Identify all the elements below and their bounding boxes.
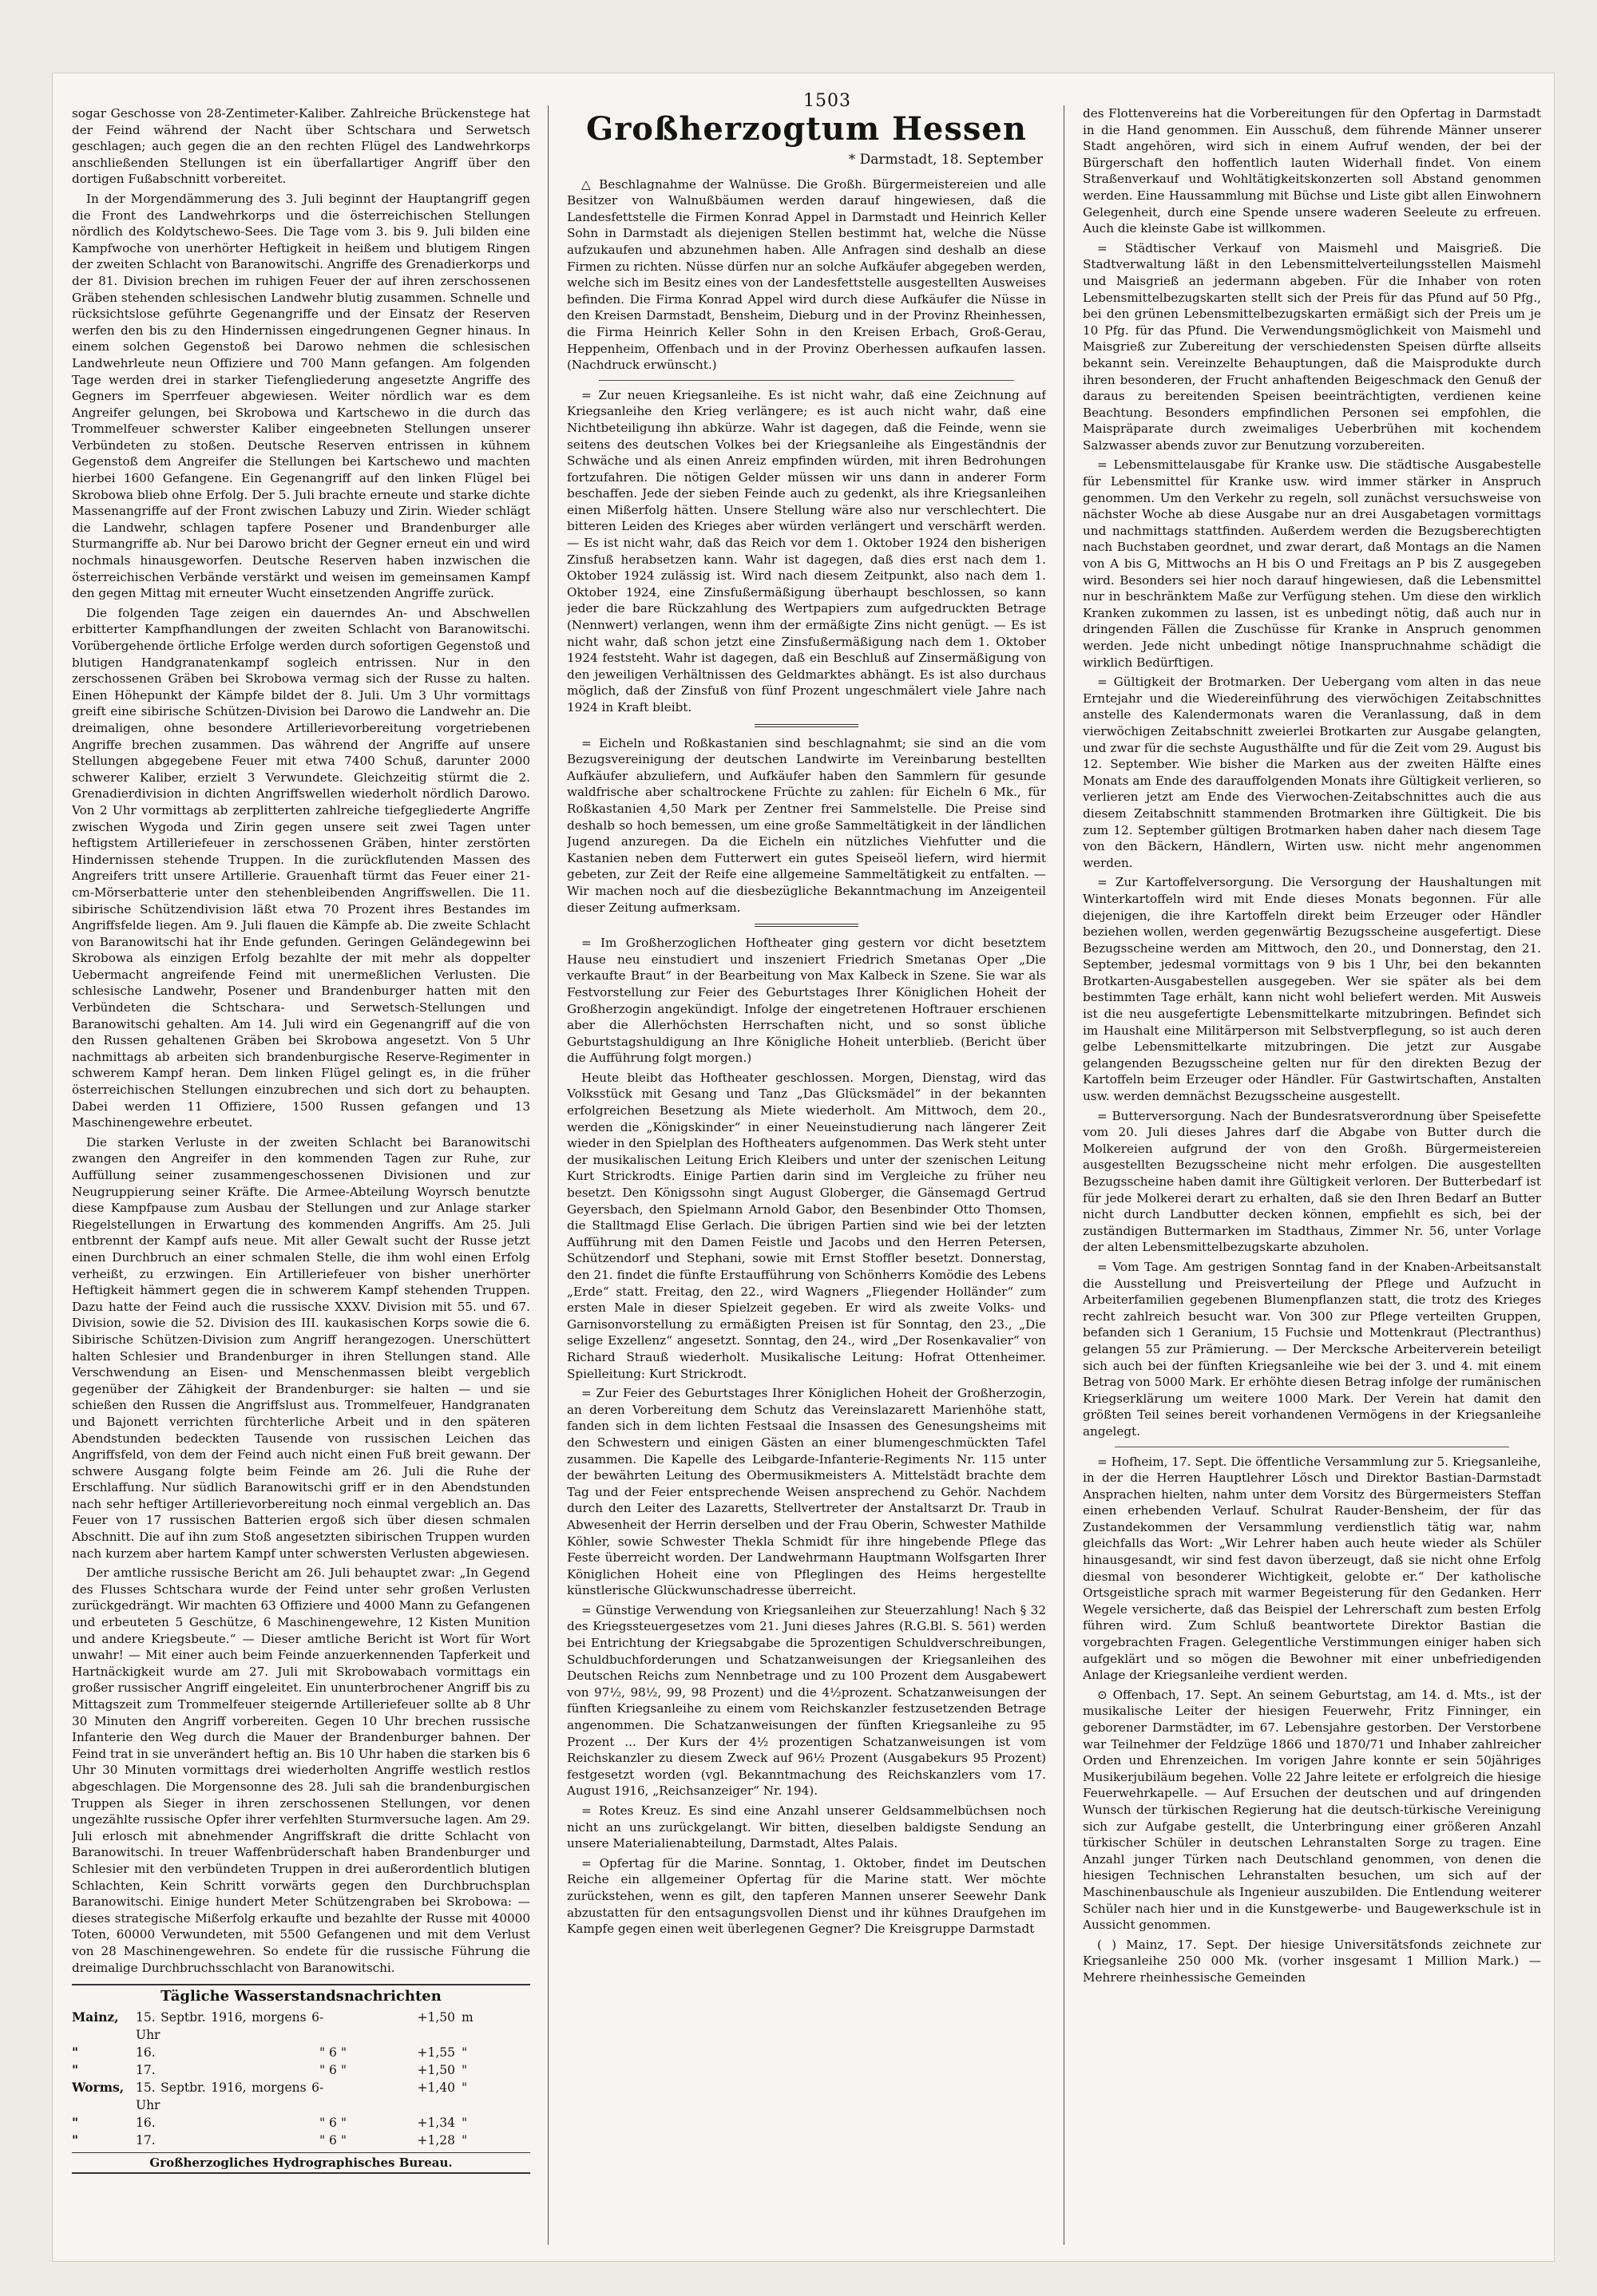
dash: " 6 " [319,2132,347,2148]
article-paragraph: Die starken Verluste in der zweiten Schlacht bei Baranowitschi zwangen den Angreifer in den kommenden Tagen zur Ruhe, zur Auffüllung seiner zusammengeschossenen Divisionen und zur Neugruppierung seiner Kräfte. Die Armee-Abteilung Woyrsch benutzte diese Kampfpause zum Ausbau der Stellungen und zur Anlage starker Riegelstellungen in Erwartung des kommenden Angriffs. Am 25. Juli entbrennt der Kampf aufs neue. Mit aller Gewalt sucht der Russe jetzt einen Durchbruch an einer schmalen Stelle, die ihm wohl einen Erfolg verheißt, zu erzwingen. Ein Artilleriefeuer von bisher unerhörter Heftigkeit hämmert gegen die in schwerem Kampf stehenden Truppen. Dazu hatte der Feind auch die russische XXXV. Division mit 55. und 67. Division, sowie die 52. Division des III. kaukasischen Korps sowie die 6. Sibirische Schützen-Division zum Angriff herangezogen. Unerschüttert halten Schlesier und Brandenburger in ihren Stellungen stand. Alle Verschwendung an Eisen- und Menschenmassen bleibt vergeblich gegenüber der Zähigkeit der Brandenburger: sie halten — und sie schießen den Russen die Angriffslust aus. Trommelfeuer, Handgranaten und Bajonett verrichten fürchterliche Arbeit und in den späteren Abendstunden bedeckten Tausende von russischen Leichen das Angriffsfeld, von dem der Feind auch nicht einen Fuß breit gewann. Der schwere Ausgang folgte beim Feinde am 26. Juli die Ruhe der Erschlaffung. Nur südlich Baranowitschi griff er in den Abendstunden nach sehr heftiger Artillerievorbereitung noch einmal vergeblich an. Das Feuer von 17 russischen Batterien ergoß sich über diesen schmalen Abschnitt. Die auf ihn zum Stoß angesetzten sibirischen Truppen wurden nach kurzem aber hartem Kampf unter schwersten Verlusten abgewiesen. [72,1134,530,1561]
column-right [1083,105,1541,2253]
section-title: Großherzogtum Hessen [586,110,1027,148]
article-paragraph: des Flottenvereins hat die Vorbereitungen für den Opfertag in Darmstadt in die Hand genommen. Ein Ausschuß, dem führende Männer unserer Stadt angehören, wird sich in einem Aufruf wenden, der bei der Bürgerschaft den hoffentlich lauten Widerhall findet. Von einem Straßenverkauf und Wohltätigkeitskonzerten soll Abstand genommen werden. Eine Haussammlung mit Büchse und Liste gibt allen Einwohnern Gelegenheit, durch eine Spende unsere waderen Seeleute zu erfreuen. Auch die kleinste Gabe ist willkommen. [1083,106,1541,236]
date: 16. [136,2115,156,2130]
article-paragraph: ( ) Mainz, 17. Sept. Der hiesige Universitätsfonds zeichnete zur Kriegsanleihe 250 000 Mk. (vorher insgesamt 1 Million Mark.) — Mehrere rheinhessische Gemeinden [1083,1937,1541,1985]
article-paragraph: = Zur neuen Kriegsanleihe. Es ist nicht wahr, daß eine Zeichnung auf Kriegsanleihe den Krieg verlängere; es ist auch nicht wahr, daß eine Nichtbeteiligung ihn abkürze. Wahr ist dagegen, daß die Feinde, wenn sie seitens des deutschen Volkes bei der Kriegsanleihe als Eingeständnis der Schwäche und als einen Anreiz empfinden würden, mit ihren Bedrohungen fortzufahren. Die nötigen Gelder müssen wir uns dann in anderer Form beschaffen. Jede der sieben Feinde auch zu gedenkt, als ihre Kriegsanleihen einen Mißerfolg hätten. Unsere Stellung wäre also nur verschlechtert. Die bitteren Leiden des Krieges aber würden verlängert und verschärft werden. — Es ist nicht wahr, daß das Reich vor dem 1. Oktober 1924 den bisherigen Zinsfuß herabsetzen kann. Wahr ist dagegen, daß dies erst nach dem 1. Oktober 1924 zulässig ist. Wird nach diesem Zeitpunkt, also nach dem 1. Oktober 1924, eine Zinsfußermäßigung überhaupt beschlossen, so kann jeder die bare Rückzahlung des Wertpapiers zum aufgedruckten Betrage (Nennwert) verlangen, wenn ihm der ermäßigte Zins nicht genügt. — Es ist nicht wahr, daß schon jetzt eine Zinsfußermäßigung nach dem 1. Oktober 1924 feststeht. Wahr ist dagegen, daß ein Beschluß auf Zinsermäßigung von den jeweiligen Verhältnissen des Geldmarktes abhängt. Es ist also durchaus möglich, daß der Zinsfuß von fünf Prozent ungeschmälert viele Jahre nach 1924 in Kraft bleibt. [567,387,1046,715]
article-paragraph: = Im Großherzoglichen Hoftheater ging gestern vor dicht besetztem Hause neu einstudiert und inszeniert Friedrich Smetanas Oper „Die verkaufte Braut“ in der Bearbeitung von Max Kalbeck in Szene. Sie war als Festvorstellung zur Feier des Geburtstages Ihrer Königlichen Hoheit der Großherzogin angekündigt. Infolge der eingetretenen Hoftrauer erschienen aber die Allerhöchsten Herrschaften nicht, und so sonst übliche Geburtstagshuldigung an Ihre Königliche Hoheit unterblieb. (Bericht über die Aufführung folgt morgen.) [567,936,1046,1066]
dash: " 6 " [319,2062,347,2077]
unit: " [462,2115,468,2130]
unit: m [462,2009,474,2025]
level: +1,55 [417,2045,455,2060]
article-paragraph: Heute bleibt das Hoftheater geschlossen. Morgen, Dienstag, wird das Volksstück mit Gesang und Tanz „Das Glücksmädel“ in der bekannten erfolgreichen Besetzung als Miete wiederholt. Am Mittwoch, dem 20., werden die „Königskinder“ in einer Neueinstudierung nach längerer Zeit wieder in den Spielplan des Hoftheaters aufgenommen. Das Werk steht unter der musikalischen Leitung Erich Kleibers und unter der szenischen Leitung Kurt Strickrodts. Einige Partien darin sind im Vergleiche zu früher neu besetzt. Den Königssohn singt August Globerger, die Gänsemagd Gertrud Geyersbach, den Spielmann Arnold Gabor, den Besenbinder Otto Thomsen, die Stalltmagd Elise Gerlach. Die übrigen Partien sind wie bei der letzten Aufführung mit den Damen Feistle und Jacobs und den Herren Petersen, Schützendorf und Stephani, sowie mit Ernst Stoffler besetzt. Donnerstag, den 21. findet die fünfte Erstaufführung von Schönherrs Komödie des Lebens „Erde“ statt. Freitag, den 22., wird Wagners „Fliegender Holländer“ zum ersten Male in dieser Spielzeit gegeben. Er wird als zweite Volks- und Garnisonvorstellung zu ermäßigten Preisen ist für Sonntag, den 23., „Die selige Exzellenz“ angesetzt. Sonntag, den 24., wird „Der Rosenkavalier“ von Richard Strauß wiederholt. Musikalische Leitung: Hofrat Ottenheimer. Spielleitung: Kurt Strickrodt. [567,1070,1046,1381]
article-paragraph: = Gültigkeit der Brotmarken. Der Uebergang vom alten in das neue Erntejahr und die Wiedereinführung des vierwöchigen Zeitabschnittes anstelle des Kalendermonats waren die Veranlassung, daß in dem vierwöchigen Zeitabschnitt zweierlei Brotkarten zur Ausgabe gelangten, und zwar für die sechste Augusthälfte und für die Zeit vom 29. August bis 12. September. Wie bisher die Marken aus der zweiten Hälfte eines Monats am Ende des darauffolgenden Monats ihre Gültigkeit verlieren, so verlieren jetzt am Ende des Vierwochen-Zeitabschnittes auch die aus diesem Zeitabschnitt stammenden Brotmarken ihre Gültigkeit. Die bis zum 12. September gültigen Brotmarken haben daher nach diesem Tage von den Bäckern, Händlern, Wirten usw. nicht mehr angenommen werden. [1083,675,1541,870]
unit: " [462,2062,468,2077]
date: 17. [136,2062,156,2077]
water-level-source: Großherzogliches Hydrographisches Bureau. [72,2152,530,2175]
article-paragraph: sogar Geschosse von 28-Zentimeter-Kaliber. Zahlreiche Brückenstege hat der Feind während der Nacht über Schtschara und Serwetsch geschlagen; auch gegen die an den rechten Flügel des Landwehrkorps anschließenden Stellungen ist ein überfallartiger Angriff über den dortigen Fußabschnitt vorbereitet. [72,106,530,187]
article-paragraph: Die folgenden Tage zeigen ein dauerndes An- und Abschwellen erbitterter Kampfhandlungen der zweiten Schlacht von Baranowitschi. Vorübergehende örtliche Erfolge werden durch sofortigen Gegenstoß und blutigen Handgranatenkampf sogleich entrissen. Nur in den zerschossenen Gräben bei Skrobowa vermag sich der Russe zu halten. Einen Höhepunkt der Kämpfe bildet der 8. Juli. Um 3 Uhr vormittags greift eine sibirische Schützen-Division bei Darowo die Landwehr an. Die dreimaligen, ohne besondere Artillerievorbereitung vorgetriebenen Angriffe brechen zusammen. Das während der Angriffe auf unsere Stellungen abgegebene Feuer mit etwa 7400 Schuß, darunter 2000 schwerer Kaliber, erzielt 3 Verwundete. Gleichzeitig stürmt die 2. Grenadierdivision in dichten Angriffswellen wiederholt nördlich Darowo. Von 2 Uhr vormittags ab zerplitterten zahlreiche tiefgegliederte Angriffe zwischen Wygoda und Zirin gegen unsere seit zwei Tagen unter heftigstem Artilleriefeuer in zerschossenen Gräben, hinter zerstörten Hindernissen stehende Truppen. In die zurückflutenden Massen des Angreifers tritt unsere Artillerie. Grauenhaft türmt das Feuer einer 21-cm-Mörserbatterie unter den stehenbleibenden Angriffswellen. Die 11. sibirische Schützendivision läßt etwa 70 Prozent ihres Bestandes im Angriffsfelde liegen. Am 9. Juli flauen die Kämpfe ab. Die zweite Schlacht von Baranowitschi hat ihr Ende gefunden. Geringen Geländegewinn bei Skrobowa als einzigen Erfolg bezahlte der mit mehr als doppelter Uebermacht angreifende Feind mit unermeßlichen Verlusten. Die schlesische Landwehr, Posener und Brandenburger hatten mit den Verbündeten die Schtschara- und Serwetsch-Stellungen und Baranowitschi gehalten. Am 14. Juli wird ein Gegenangriff auf die von den Russen gehaltenen Gräben bei Skrobowa angesetzt. Von 5 Uhr nachmittags ab arbeiten sich brandenburgische Reserve-Regimenter in schwerem Kampf heran. Dem linken Flügel gelingt es, in die früher österreichischen Stellungen einzubrechen und sich dort zu behaupten. Dabei werden 11 Offiziere, 1500 Russen gefangen und 13 Maschinengewehre erbeutet. [72,605,530,1130]
page-number: 1503 [803,91,851,111]
place: " [72,2114,79,2130]
level: +1,34 [417,2115,455,2130]
article-paragraph: = Günstige Verwendung von Kriegsanleihen zur Steuerzahlung! Nach § 32 des Kriegssteuergesetzes vom 21. Juni dieses Jahres (R.G.Bl. S. 561) werden bei Entrichtung der Kriegsabgabe die 5prozentigen Schuldverschreibungen, Schuldbuchforderungen und Schatzanweisungen der Kriegsanleihen des Deutschen Reichs zum Nennbetrage und zu 100 Prozent dem Ausgabewert von 97½, 98½, 99, 98 Prozent) und die 4½prozent. Schatzanweisungen der fünften Kriegsanleihe zu einem vom Reichskanzler festzusetzenden Betrage angenommen. Die Schatzanweisungen der fünften Kriegsanleihe zu 95 Prozent ... Der Kurs der 4½ prozentigen Schatzanweisungen ist vom Reichskanzler zu diesem Zweck auf 96½ Prozent (Ausgabekurs 95 Prozent) festgesetzt worden (vgl. Bekanntmachung des Reichskanzlers vom 17. August 1916, „Reichsanzeiger“ Nr. 194). [567,1602,1046,1799]
level: +1,50 [417,2062,455,2077]
dash: " 6 " [319,2115,347,2130]
place: " [72,2132,79,2148]
article-paragraph: △ Beschlagnahme der Walnüsse. Die Großh. Bürgermeistereien und alle Besitzer von Walnußbäumen werden darauf hingewiesen, daß die Landesfettstelle die Firmen Konrad Appel in Darmstadt und Heinrich Keller Sohn in Darmstadt als diejenigen Stellen bestimmt hat, welche die Nüsse aufzukaufen und abzunehmen haben. Alle Anfragen sind deshalb an diese Firmen zu richten. Nüsse dürfen nur an solche Aufkäufer abgegeben werden, welche sich im Besitz eines von der Landesfettstelle ausgestellten Ausweises befinden. Die Firma Konrad Appel wird durch diese Aufkäufer die Nüsse in den Kreisen Darmstadt, Bensheim, Dieburg und in der Provinz Rheinhessen, die Firma Heinrich Keller Sohn in den Kreisen Erbach, Groß-Gerau, Heppenheim, Offenbach und in der Provinz Oberhessen aufkaufen lassen. (Nachdruck erwünscht.) [567,176,1046,373]
dash: " 6 " [319,2045,347,2060]
water-level-row [72,2009,530,2044]
water-level-table [72,1984,530,2174]
article-paragraph: = Rotes Kreuz. Es sind eine Anzahl unserer Geldsammelbüchsen noch nicht an uns zurückgelangt. Wir bitten, dieselben baldigste Sendung an unsere Materialienabteilung, Darmstadt, Altes Palais. [567,1803,1046,1851]
column-rule [548,105,549,2245]
water-level-row [72,2079,530,2114]
article-paragraph: Der amtliche russische Bericht am 26. Juli behauptet zwar: „In Gegend des Flusses Schtschara wurde der Feind unter sehr großen Verlusten zurückgedrängt. Wir machten 63 Offiziere und 4000 Mann zu Gefangenen und erbeuteten 5 Geschütze, 6 Maschinengewehre, 12 Kisten Munition und andere Kriegsbeute.“ — Dieser amtliche Bericht ist Wort für Wort unwahr! — Mit einer auch beim Feinde anzuerkennenden Tapferkeit und Hartnäckigkeit wurde am 27. Juli mit Skrobowabach vormittags ein großer russischer Angriff eingeleitet. Ein ununterbrochener Angriff bis zu Mittagszeit zum Trommelfeuer steigernde Artilleriefeuer sollte ab 8 Uhr 30 Minuten den Angriff vorbereiten. Gegen 10 Uhr brechen russische Infanterie den Weg durch die Mauer der Brandenburger bahnen. Der Feind trat in sie unverändert heftig an. Bis 10 Uhr haben die starken bis 6 Uhr 30 Minuten vormittags drei wiederholten Angriffe westlich restlos abgeschlagen. Die Morgensonne des 28. Juli sah die brandenburgischen Truppen als Sieger in ihren zerschossenen Stellungen, vor denen ungezählte russische Opfer ihrer verfehlten Sturmversuche lagen. Am 29. Juli erlosch mit abnehmender Angriffskraft die dritte Schlacht von Baranowitschi. In treuer Waffenbrüderschaft haben Brandenburger und Schlesier mit den verbündeten Truppen in drei außerordentlich blutigen Schlachten, Kein Schritt vorwärts gegen den Durchbruchsplan Baranowitschi. Einige hundert Meter Schützengraben bei Skrobowa: — dieses strategische Mißerfolg erkaufte und bezahlte der Russe mit 40000 Toten, 60000 Verwundeten, mit 5500 Gefangenen und mit dem Verlust von 28 Maschinengewehren. So endete für die russische Führung die dreimalige Durchbruchsschlacht von Baranowitschi. [72,1566,530,1975]
water-level-row [72,2132,530,2149]
date: 17. [136,2132,156,2148]
newspaper-page [53,73,1554,2261]
water-level-title: Tägliche Wasserstandsnachrichten [160,1988,442,2005]
article-paragraph: ⊙ Offenbach, 17. Sept. An seinem Geburtstag, am 14. d. Mts., ist der musikalische Leiter der hiesigen Feuerwehr, Fritz Finninger, ein geborener Darmstädter, im 67. Lebensjahre gestorben. Der Verstorbene war Teilnehmer der Feldzüge 1866 und 1870/71 und Inhaber zahlreicher Orden und Ehrenzeichen. Im vorigen Jahre konnte er sein 50jähriges Musikerjubiläum begehen. Volle 22 Jahre leitete er erfolgreich die hiesige Feuerwehrkapelle. — Auf Ersuchen der deutschen und auf dringenden Wunsch der türkischen Regierung hat die deutsch-türkische Vereinigung sich zur Aufgabe gestellt, die Unterbringung einer größeren Anzahl türkischer Schüler in deutschen Lehranstalten Sorge zu tragen. Eine Anzahl junger Türken nach Deutschland genommen, von denen die hiesigen Technischen Lehranstalten besuchen, um sich auf der Maschinenbauschule als Ingenieur auszubilden. Die Entlendung weiterer Schüler nach hier und in die Kunstgewerbe- und Baugewerkschule ist in Aussicht genommen. [1083,1687,1541,1933]
date: 15. Septbr. 1916, morgens 6 Uhr [136,2009,319,2042]
article-paragraph: = Hofheim, 17. Sept. Die öffentliche Versammlung zur 5. Kriegsanleihe, in der die Herren Hauptlehrer Lösch und Direktor Bastian-Darmstadt Ansprachen hielten, nahm unter dem Vorsitz des Bürgermeisters Steffan einen erhebenden Verlauf. Schulrat Rauder-Bensheim, der für das Zustandekommen der Versammlung verdienstlich tätig war, nahm gleichfalls das Wort: „Wir Lehrer haben auch heute wieder als Schüler hinausgesandt, wir sind fest davon überzeugt, daß sie nicht ohne Erfolg diesmal von besonderer Wichtigkeit, gelobte er.“ Der katholische Ortsgeistliche sprach mit warmer Begeisterung für den Gedanken. Herr Wegele versicherte, daß das Beispiel der Lehrerschaft zum besten Erfolg führen wird. Zum Schluß beantwortete Direktor Bastian die vorgebrachten Fragen. Gelegentliche Verstimmungen einiger haben sich aufgeklärt und so mögen die Bewohner mit einer unbefriedigenden Anlage der Kriegsanleihe verdient werden. [1083,1454,1541,1683]
level: +1,50 [417,2009,455,2025]
dash: - [319,2009,324,2025]
place: Worms, [72,2079,125,2095]
article-paragraph: = Zur Feier des Geburtstages Ihrer Königlichen Hoheit der Großherzogin, an deren Vorbereitung dem Schutz das Vereinslazarett Marienhöhe statt, fanden sich in dem lichten Festsaal die Insassen des Genesungsheims mit den Schwestern und einigen Gästen an einer blumengeschmückten Tafel zusammen. Die Kapelle des Leibgarde-Infanterie-Regiments Nr. 115 unter der bewährten Leitung des Obermusikmeisters A. Mittelstädt brachte dem Tag und der Feier entsprechende Weisen ansprechend zu Gehör. Nachdem durch den Leiter des Lazaretts, Stellvertreter der Anstaltsarzt Dr. Traub in Abwesenheit der Herrin derselben und der Frau Oberin, Schwester Mathilde Köhler, sowie Schwester Thekla Schmidt für ihre hingebende Pflege das Feste überreicht worden. Der Landwehrmann Hauptmann Wolfsgarten Ihrer Königlichen Hoheit eine von Pfleglingen des Heims hergestellte künstlerische Glückwunschadresse überreicht. [567,1386,1046,1598]
unit: " [462,2132,468,2148]
level: +1,40 [417,2080,455,2095]
column-left [72,105,530,2253]
date: 15. Septbr. 1916, morgens 6 Uhr [136,2080,319,2112]
article-paragraph: = Städtischer Verkauf von Maismehl und Maisgrieß. Die Stadtverwaltung läßt in den Lebensmittelverteilungsstellen Maismehl und Maisgrieß an jedermann abgeben. Für die Inhaber von roten Lebensmittelbezugskarten stellt sich der Preis für das Pfund auf 50 Pfg., bei den grünen Lebensmittelbezugskarten ermäßigt sich der Preis um je 10 Pfg. für das Pfund. Die Verwendungsmöglichkeit von Maismehl und Maisgrieß zur Zubereitung der verschiedensten Speisen dürfte allseits bekannt sein. Vereinzelte Behauptungen, daß die Maisprodukte durch ihren besonderen, der Frucht anhaftenden Beigeschmack den Genuß der daraus zu bereitenden Speisen beeinträchtigten, verdienen keine Beachtung. Besonders empfindlichen Personen sei empfohlen, die Maispräparate durch zweimaliges Ueberbrühen mit kochendem Salzwasser abends zuvor zur Benutzung vorzubereiten. [1083,240,1541,453]
separator [755,724,858,727]
place: Mainz, [72,2009,119,2025]
level: +1,28 [417,2132,455,2148]
water-level-row [72,2044,530,2061]
article-paragraph: In der Morgendämmerung des 3. Juli beginnt der Hauptangriff gegen die Front des Landwehrkorps und die österreichischen Stellungen nördlich des Koldytschewo-Sees. Die Tage vom 3. bis 9. Juli bilden eine Kampfwoche von unerhörter Heftigkeit in heißem und blutigem Ringen der zweiten Schlacht von Baranowitschi. Angriffe des Grenadierkorps und der 81. Division brechen im ruhigen Feuer der auf ihren zerschossenen Gräben stehenden schlesischen Landwehr blutig zusammen. Schnelle und rücksichtslose geführte Gegenangriffe und der Einsatz der Reserven werfen den bis zu den Hindernissen eingedrungenen Gegner hinaus. In einem solchen Gegenstoß bei Darowo nehmen die schlesischen Landwehrleute neun Offiziere und 700 Mann gefangen. Am folgenden Tage werden drei in starker Tiefengliederung angesetzte Angriffe des Gegners im Sperrfeuer abgewiesen. Weiter nördlich war es dem Angreifer gelungen, bei Skrobowa und Kartschewo in die durch das Trommelfeuer schwerster Kaliber eingeebneten Stellungen unserer Verbündeten zu stoßen. Deutsche Reserven entrissen in kühnem Gegenstoß dem Angreifer die Stellungen bei Kartschewo und machten hierbei 1600 Gefangene. Ein Gegenangriff auf den linken Flügel bei Skrobowa blieb ohne Erfolg. Der 5. Juli brachte erneute und starke dichte Massenangriffe auf der Front zwischen Labuzy und Zirin. Wieder schlägt die Landwehr, schlagen tapfere Posener und Brandenburger alle Sturmangriffe ab. Nur bei Darowo bricht der Gegner erneut ein und wird nochmals hinausgeworfen. Deutsche Reserven haben inzwischen die österreichischen Verbände verstärkt und weisen im gemeinsamen Kampf den gegen Mittag mit erneuter Wucht einsetzenden Angriffe zurück. [72,191,530,601]
unit: " [462,2045,468,2060]
separator [599,380,1014,381]
column-middle [567,105,1046,2253]
article-paragraph: = Eicheln und Roßkastanien sind beschlagnahmt; sie sind an die vom Bezugsvereinigung der deutschen Landwirte im Vereinbarung bestellten Aufkäufer abzuliefern, und Aufkäufer haben den Sammlern für gesunde waldfrische aber schaltrockene Früchte zu zahlen: für Eicheln 6 Mk., für Roßkastanien 4,50 Mark per Zentner frei Sammelstelle. Die Preise sind deshalb so hoch bemessen, um eine große Sammeltätigkeit in der ländlichen Jugend anzuregen. Da die Eicheln ein nützliches Viehfutter und die Kastanien neben dem Futterwert ein gutes Speiseöl liefern, wird hiermit gebeten, zur Zeit der Reife eine allgemeine Sammeltätigkeit zu entfalten. — Wir machen noch auf die diesbezügliche Bekanntmachung im Anzeigenteil dieser Zeitung aufmerksam. [567,735,1046,915]
water-level-row [72,2061,530,2079]
place: " [72,2061,79,2077]
water-level-row [72,2114,530,2132]
article-paragraph: = Butterversorgung. Nach der Bundesratsverordnung über Speisefette vom 20. Juli dieses Jahres darf die Abgabe von Butter durch die Molkereien aufgrund der von den Großh. Bürgermeistereien ausgestellten Bezugsscheine nicht mehr erfolgen. Die ausgestellten Bezugsscheine haben damit ihre Gültigkeit verloren. Der Butterbedarf ist für jede Molkerei derart zu erhalten, daß sie den Ihren Bedarf an Butter nicht durch Landbutter decken können, empfiehlt es sich, bei der zuständigen Buttermarken im Stadthaus, Zimmer Nr. 56, unter Vorlage der alten Lebensmittelbezugskarte abzuholen. [1083,1108,1541,1255]
place: " [72,2044,79,2060]
unit: " [462,2080,468,2095]
article-paragraph: = Vom Tage. Am gestrigen Sonntag fand in der Knaben-Arbeitsanstalt die Ausstellung und Preisverteilung der Pflege und Aufzucht in Arbeiterfamilien gegebenen Blumenpflanzen statt, die trotz des Krieges recht zahlreich besucht war. Von 300 zur Pflege verteilten Gruppen, befanden sich 1 Geranium, 15 Fuchsie und Mottenkraut (Plectranthus) gelangen 55 zur Prämierung. — Der Mercksche Arbeiterverein beteiligt sich auch bei der fünften Kriegsanleihe wie bei der 3. und 4. mit einem Betrag von 5000 Mark. Er erhöhte diesen Betrag infolge der rumänischen Kriegserklärung um weitere 1000 Mark. Der Verein hat damit den größten Teil seines bereit vorhandenen Vermögens in der Kriegsanleihe angelegt. [1083,1259,1541,1439]
separator [755,924,858,927]
article-paragraph: = Zur Kartoffelversorgung. Die Versorgung der Haushaltungen mit Winterkartoffeln wird mit Ende dieses Monats begonnen. Für alle diejenigen, die ihre Kartoffeln direkt beim Erzeuger oder Händler beziehen wollen, werden gegenwärtig Bezugsscheine ausgefertigt. Diese Bezugsscheine werden am Mittwoch, den 20., und Donnerstag, den 21. September, jedesmal vormittags von 9 bis 1 Uhr, bei den bekannten Brotkarten-Ausgabestellen ausgegeben. Wer sie später als bei dem bestimmten Tage erhält, kann nicht wohl beliefert werden. Mit Ausweis ist die neu ausgefertigte Lebensmittelkarte mitzubringen. Befindet sich im Haushalt eine Militärperson mit Selbstverpflegung, so ist auch deren gelbe Lebensmittelkarte mitzubringen. Die jetzt zur Ausgabe gelangenden Bezugsscheine gelten nur für den direkten Bezug der Kartoffeln beim Erzeuger oder Händler. Für Gastwirtschaften, Anstalten usw. werden demnächst Bezugsscheine ausgestellt. [1083,875,1541,1104]
dash: - [319,2080,324,2095]
article-paragraph: = Opfertag für die Marine. Sonntag, 1. Oktober, findet im Deutschen Reiche ein allgemeiner Opfertag für die Marine statt. Wer möchte zurückstehen, wenn es gilt, den tapferen Mannen unserer Seewehr Dank abzustatten für den entsagungsvollen Dienst und ihr kühnes Draufgehen im Kampfe gegen einen weit überlegenen Gegner? Die Kreisgruppe Darmstadt [567,1855,1046,1937]
article-paragraph: = Lebensmittelausgabe für Kranke usw. Die städtische Ausgabestelle für Lebensmittel für Kranke usw. wird immer stärker in Anspruch genommen. Um den Verkehr zu regeln, soll zunächst versuchsweise von nächster Woche ab diese Ausgabe nur an drei Ausgabetagen vormittags und nachmittags stattfinden. Außerdem werden die Bezugsberechtigten nach Buchstaben geordnet, und zwar derart, daß Montags an die Namen von A bis G, Mittwochs an H bis O und Freitags an P bis Z ausgegeben wird. Besonders sei hier noch darauf hingewiesen, daß die Lebensmittel nur in beschränktem Maße zur Verfügung stehen. Um diese den wirklich Kranken zukommen zu lassen, ist es unbedingt nötig, daß auch nur in dringenden Fällen die Zuschüsse für Kranke in Anspruch genommen werden. Jede nicht unbedingt nötige Inanspruchnahme schädigt die wirklich Bedürftigen. [1083,457,1541,670]
date: 16. [136,2045,156,2060]
dateline: * Darmstadt, 18. September [848,152,1043,168]
